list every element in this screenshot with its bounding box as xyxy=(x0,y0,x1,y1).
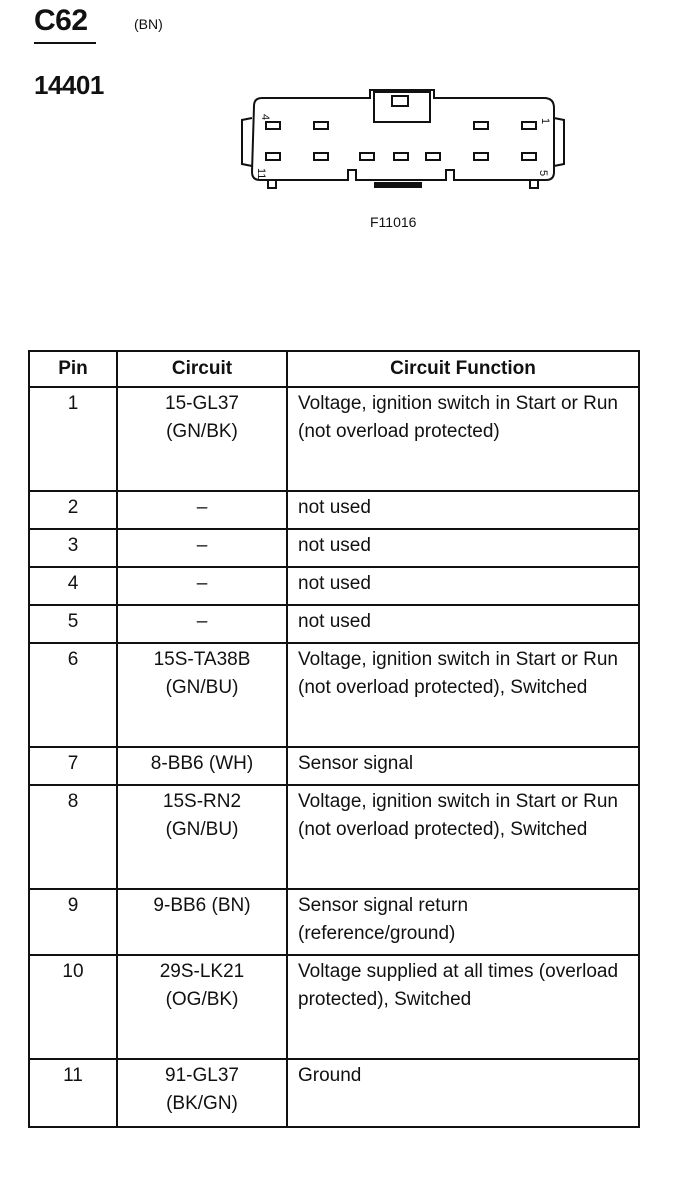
circuit-cell xyxy=(117,491,287,529)
title-underline xyxy=(34,42,96,44)
cavity-7 xyxy=(426,153,440,160)
cavity-3 xyxy=(314,122,328,129)
circuit-function: Sensor signal return (reference/ground) xyxy=(287,889,639,955)
circuit-function: Voltage, ignition switch in Start or Run (not overload protected) xyxy=(287,387,639,491)
circuit-cell xyxy=(117,955,287,1059)
table-row xyxy=(29,955,639,1059)
cavity-6 xyxy=(474,153,488,160)
table-row xyxy=(29,747,639,785)
table-header-row xyxy=(29,351,639,387)
circuit-id: 15-GL37 xyxy=(165,393,239,414)
pin-number: 1 xyxy=(29,387,117,491)
connector-face-diagram xyxy=(232,84,572,196)
cavity-2 xyxy=(474,122,488,129)
header-pin: Pin xyxy=(29,351,117,387)
circuit-id: 91-GL37 xyxy=(165,1065,239,1086)
wire-color: (GN/BK) xyxy=(166,421,238,442)
circuit-function: not used xyxy=(287,567,639,605)
table-row xyxy=(29,643,639,747)
cavity-8 xyxy=(394,153,408,160)
header-circuit: Circuit xyxy=(117,351,287,387)
table-row xyxy=(29,387,639,491)
circuit-cell xyxy=(117,1059,287,1127)
circuit-function: Voltage, ignition switch in Start or Run (not overload protected), Switched xyxy=(287,643,639,747)
cavity-label-11: 11 xyxy=(255,168,267,180)
wire-color: (OG/BK) xyxy=(165,989,239,1010)
wire-color: (BK/GN) xyxy=(166,1093,238,1114)
cavity-label-1: 1 xyxy=(539,118,551,125)
circuit-id: 8-BB6 (WH) xyxy=(150,753,254,774)
circuit-function: Ground xyxy=(287,1059,639,1127)
table-row xyxy=(29,785,639,889)
right-peg xyxy=(530,180,538,188)
circuit-id: 15S-RN2 xyxy=(162,791,242,812)
circuit-id: – xyxy=(196,535,208,556)
pin-number: 11 xyxy=(29,1059,117,1127)
header-function: Circuit Function xyxy=(287,351,639,387)
cavity-label-4: 4 xyxy=(259,114,271,121)
pin-number: 5 xyxy=(29,605,117,643)
table-row xyxy=(29,491,639,529)
right-ear xyxy=(554,118,564,166)
left-peg xyxy=(268,180,276,188)
cavity-1 xyxy=(522,122,536,129)
table-row xyxy=(29,1059,639,1127)
table-row xyxy=(29,605,639,643)
pin-number: 10 xyxy=(29,955,117,1059)
circuit-cell xyxy=(117,747,287,785)
circuit-function: Sensor signal xyxy=(287,747,639,785)
circuit-id: – xyxy=(196,573,208,594)
pin-number: 4 xyxy=(29,567,117,605)
circuit-cell xyxy=(117,605,287,643)
cavity-10 xyxy=(314,153,328,160)
circuit-id: – xyxy=(196,497,208,518)
wire-color: (GN/BU) xyxy=(165,677,239,698)
circuit-id: 29S-LK21 xyxy=(159,961,245,982)
circuit-cell xyxy=(117,529,287,567)
circuit-function: not used xyxy=(287,491,639,529)
bottom-key xyxy=(374,182,422,188)
circuit-function: not used xyxy=(287,605,639,643)
circuit-cell xyxy=(117,643,287,747)
left-ear xyxy=(242,118,252,166)
cavity-9 xyxy=(360,153,374,160)
circuit-id: 15S-TA38B xyxy=(153,649,251,670)
circuit-function: not used xyxy=(287,529,639,567)
part-number: 14401 xyxy=(34,70,104,100)
circuit-cell xyxy=(117,889,287,955)
pin-number: 6 xyxy=(29,643,117,747)
wire-color: (GN/BU) xyxy=(165,819,239,840)
circuit-cell xyxy=(117,567,287,605)
circuit-function: Voltage, ignition switch in Start or Run (not overload protected), Switched xyxy=(287,785,639,889)
pinout-table xyxy=(28,350,640,1128)
table-row xyxy=(29,567,639,605)
cavity-5 xyxy=(522,153,536,160)
latch-tab xyxy=(392,96,408,106)
circuit-cell xyxy=(117,785,287,889)
cavity-label-5: 5 xyxy=(537,170,549,177)
connector-code: C62 xyxy=(34,4,88,37)
circuit-function: Voltage supplied at all times (overload protected), Switched xyxy=(287,955,639,1059)
cavity-11 xyxy=(266,153,280,160)
connector-color: (BN) xyxy=(134,16,163,32)
pin-number: 2 xyxy=(29,491,117,529)
circuit-id: 9-BB6 (BN) xyxy=(153,895,251,916)
circuit-cell xyxy=(117,387,287,491)
pin-number: 9 xyxy=(29,889,117,955)
figure-id: F11016 xyxy=(370,214,417,230)
pin-number: 3 xyxy=(29,529,117,567)
pin-number: 8 xyxy=(29,785,117,889)
circuit-id: – xyxy=(196,611,208,632)
table-row xyxy=(29,529,639,567)
table-row xyxy=(29,889,639,955)
pin-number: 7 xyxy=(29,747,117,785)
cavity-4 xyxy=(266,122,280,129)
connector-outline xyxy=(252,90,554,180)
